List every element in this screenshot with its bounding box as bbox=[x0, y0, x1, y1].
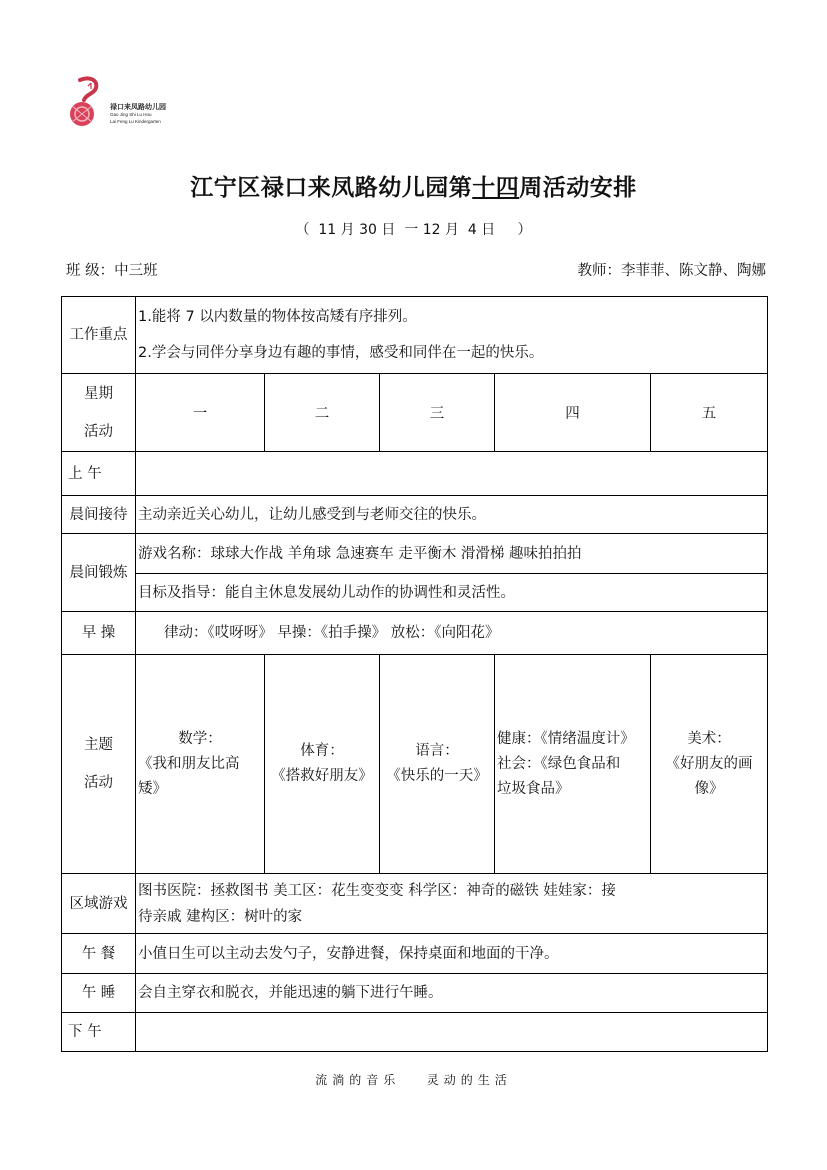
theme-row bbox=[62, 655, 768, 874]
drill-label: 早 操 bbox=[62, 612, 136, 655]
theme-label-top: 主题 bbox=[84, 737, 113, 753]
theme-label bbox=[62, 655, 136, 874]
focus-line-1: 1.能将 7 以内数量的物体按高矮有序排列。 bbox=[138, 309, 417, 325]
theme-thu-health: 健康：《情绪温度计》 bbox=[497, 730, 635, 747]
theme-mon-subject: 数学： bbox=[178, 730, 222, 747]
morning-content bbox=[136, 452, 768, 496]
weekday-header-label bbox=[62, 374, 136, 452]
logo-emblem-icon bbox=[64, 74, 110, 130]
page-title bbox=[0, 169, 827, 202]
theme-tue bbox=[265, 655, 380, 874]
day-mon: 一 bbox=[136, 374, 265, 452]
area-label: 区域游戏 bbox=[62, 874, 136, 934]
activity-label: 活动 bbox=[84, 423, 113, 440]
kindergarten-logo bbox=[64, 74, 184, 130]
reception-label: 晨间接待 bbox=[62, 496, 136, 534]
day-fri: 五 bbox=[651, 374, 768, 452]
day-tue: 二 bbox=[265, 374, 380, 452]
theme-tue-subject: 体育： bbox=[300, 743, 344, 759]
theme-fri-subject: 美术： bbox=[687, 730, 731, 747]
theme-wed-title: 《快乐的一天》 bbox=[386, 768, 488, 784]
nap-label: 午 睡 bbox=[62, 974, 136, 1013]
weekday-header-row bbox=[62, 374, 768, 452]
reception-text: 主动亲近关心幼儿，让幼儿感受到与老师交往的快乐。 bbox=[136, 496, 768, 534]
area-row bbox=[62, 874, 768, 934]
theme-fri-title-cont: 像》 bbox=[694, 780, 724, 797]
theme-thu-social: 社会：《绿色食品和 bbox=[497, 755, 621, 772]
exercise-goal: 目标及指导：能自主休息发展幼儿动作的协调性和灵活性。 bbox=[136, 574, 768, 612]
exercise-games: 游戏名称：球球大作战 羊角球 急速赛车 走平衡木 滑滑梯 趣味拍拍拍 bbox=[136, 534, 768, 574]
day-wed: 三 bbox=[380, 374, 495, 452]
logo-name-en: Gao Jing Shi Lu Hou bbox=[110, 112, 152, 117]
afternoon-content bbox=[136, 1013, 768, 1052]
theme-mon-title-cont: 矮》 bbox=[138, 780, 167, 797]
nap-text: 会自主穿衣和脱衣，并能迅速的躺下进行午睡。 bbox=[136, 974, 768, 1013]
focus-label: 工作重点 bbox=[62, 297, 136, 374]
weekday-label: 星期 bbox=[84, 385, 113, 402]
morning-row bbox=[62, 452, 768, 496]
theme-fri bbox=[651, 655, 768, 874]
theme-mon bbox=[136, 655, 265, 874]
theme-label-bottom: 活动 bbox=[84, 775, 113, 791]
area-line-2: 待亲戚 建构区：树叶的家 bbox=[138, 908, 303, 925]
teacher-label: 教师：李菲菲、陈文静、陶娜 bbox=[577, 263, 766, 279]
drill-text: 律动：《哎呀呀》 早操：《拍手操》 放松：《向阳花》 bbox=[136, 612, 768, 655]
logo-name-en2: Lai Feng Lu Kindergarten bbox=[110, 119, 161, 124]
schedule-table bbox=[61, 296, 768, 1052]
reception-row bbox=[62, 496, 768, 534]
logo-name-cn: 禄口来凤路幼儿园 bbox=[110, 104, 166, 111]
focus-line-2: 2.学会与同伴分享身边有趣的事情，感受和同伴在一起的快乐。 bbox=[138, 345, 544, 361]
focus-content bbox=[136, 297, 768, 374]
title-week-number: 十四 bbox=[472, 174, 520, 201]
title-suffix: 周活动安排 bbox=[519, 174, 637, 201]
class-label: 班 级：中三班 bbox=[66, 263, 158, 279]
afternoon-row bbox=[62, 1013, 768, 1052]
theme-thu-social-cont: 垃圾食品》 bbox=[497, 780, 570, 797]
theme-wed-subject: 语言： bbox=[415, 743, 459, 759]
exercise-goal-row bbox=[62, 574, 768, 612]
theme-thu bbox=[495, 655, 651, 874]
drill-row bbox=[62, 612, 768, 655]
area-content bbox=[136, 874, 768, 934]
morning-label: 上 午 bbox=[62, 452, 136, 496]
area-line-1: 图书医院：拯救图书 美工区：花生变变变 科学区：神奇的磁铁 娃娃家：接 bbox=[138, 882, 616, 899]
theme-fri-title: 《好朋友的画 bbox=[665, 755, 753, 772]
lunch-label: 午 餐 bbox=[62, 934, 136, 974]
theme-wed bbox=[380, 655, 495, 874]
exercise-label: 晨间锻炼 bbox=[62, 534, 136, 612]
day-thu: 四 bbox=[495, 374, 651, 452]
afternoon-label: 下 午 bbox=[62, 1013, 136, 1052]
theme-tue-title: 《搭救好朋友》 bbox=[271, 768, 373, 784]
exercise-games-row bbox=[62, 534, 768, 574]
footer-slogan: 流淌的音乐 灵动的生活 bbox=[315, 1073, 512, 1087]
lunch-text: 小值日生可以主动去发勺子，安静进餐，保持桌面和地面的干净。 bbox=[136, 934, 768, 974]
date-range: （ 11 月 30 日 一 12 月 4 日 ） bbox=[295, 222, 532, 238]
lunch-row bbox=[62, 934, 768, 974]
theme-mon-title: 《我和朋友比高 bbox=[138, 755, 240, 772]
nap-row bbox=[62, 974, 768, 1013]
title-prefix: 江宁区禄口来凤路幼儿园第 bbox=[190, 174, 473, 201]
focus-row bbox=[62, 297, 768, 374]
